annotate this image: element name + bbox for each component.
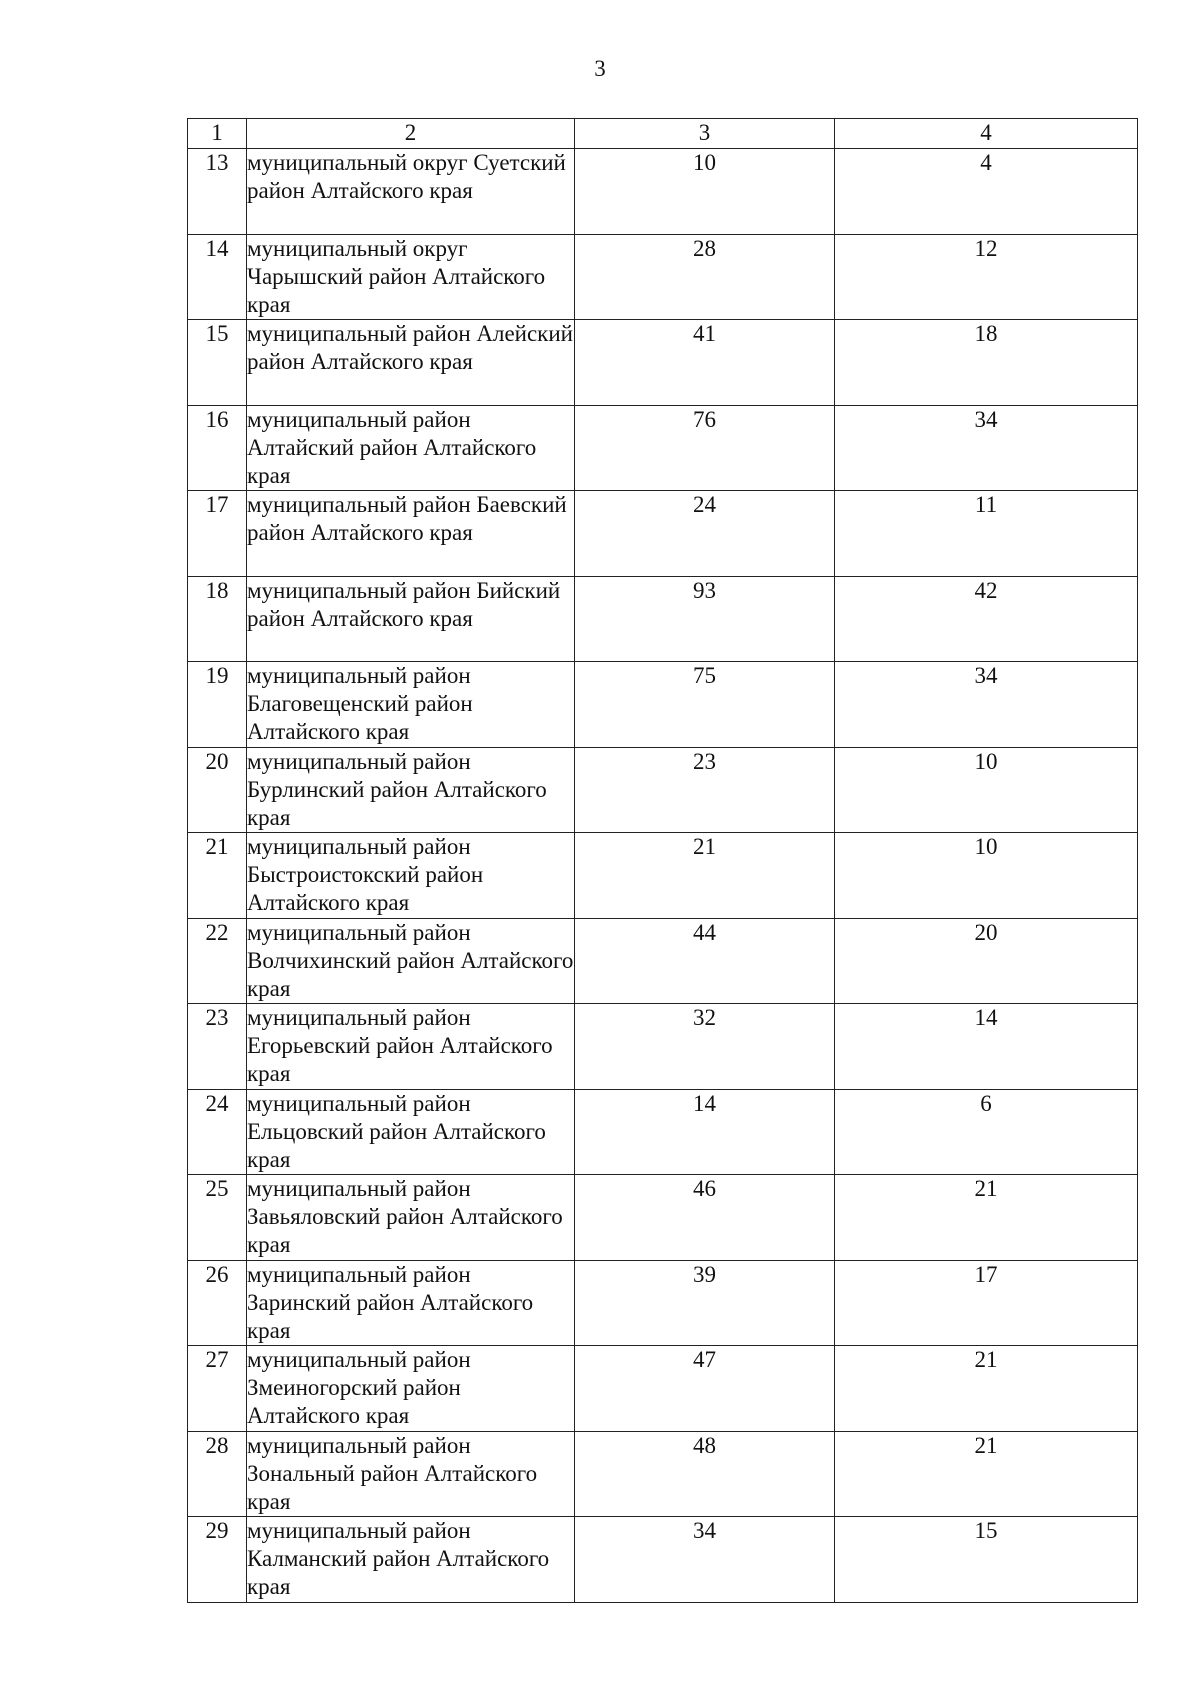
district-name-cell: муниципальный район Баевский район Алтайского края bbox=[247, 491, 575, 577]
district-name-cell: муниципальный округ Чарышский район Алтайского края bbox=[247, 234, 575, 320]
table-header bbox=[188, 119, 1138, 149]
column-4-value-cell: 21 bbox=[835, 1431, 1138, 1517]
column-4-value-cell: 11 bbox=[835, 491, 1138, 577]
district-name-cell: муниципальный район Алтайский район Алтайского края bbox=[247, 405, 575, 491]
row-number-cell: 19 bbox=[188, 662, 247, 748]
table-row bbox=[188, 320, 1138, 406]
column-4-value-cell: 21 bbox=[835, 1175, 1138, 1261]
column-4-value-cell: 10 bbox=[835, 833, 1138, 919]
table-row bbox=[188, 1004, 1138, 1090]
column-3-value-cell: 47 bbox=[575, 1346, 835, 1432]
column-3-value-cell: 24 bbox=[575, 491, 835, 577]
row-number-cell: 28 bbox=[188, 1431, 247, 1517]
row-number-cell: 15 bbox=[188, 320, 247, 406]
row-number-cell: 26 bbox=[188, 1260, 247, 1346]
table-row bbox=[188, 1517, 1138, 1603]
header-col-3: 3 bbox=[575, 119, 835, 149]
table-row bbox=[188, 747, 1138, 833]
district-name-cell: муниципальный район Зональный район Алтайского края bbox=[247, 1431, 575, 1517]
table-row bbox=[188, 1175, 1138, 1261]
column-3-value-cell: 32 bbox=[575, 1004, 835, 1090]
table-row bbox=[188, 662, 1138, 748]
column-3-value-cell: 41 bbox=[575, 320, 835, 406]
column-3-value-cell: 75 bbox=[575, 662, 835, 748]
column-3-value-cell: 10 bbox=[575, 149, 835, 235]
district-name-cell: муниципальный район Змеиногорский район Алтайского края bbox=[247, 1346, 575, 1432]
header-col-1: 1 bbox=[188, 119, 247, 149]
district-name-cell: муниципальный район Ельцовский район Алтайского края bbox=[247, 1089, 575, 1175]
header-row bbox=[188, 119, 1138, 149]
district-name-cell: муниципальный район Калманский район Алтайского края bbox=[247, 1517, 575, 1603]
row-number-cell: 27 bbox=[188, 1346, 247, 1432]
district-name-cell: муниципальный округ Суетский район Алтайского края bbox=[247, 149, 575, 235]
column-4-value-cell: 10 bbox=[835, 747, 1138, 833]
district-name-cell: муниципальный район Завьяловский район Алтайского края bbox=[247, 1175, 575, 1261]
row-number-cell: 22 bbox=[188, 918, 247, 1004]
row-number-cell: 29 bbox=[188, 1517, 247, 1603]
district-name-cell: муниципальный район Бурлинский район Алтайского края bbox=[247, 747, 575, 833]
column-4-value-cell: 12 bbox=[835, 234, 1138, 320]
table-row bbox=[188, 1431, 1138, 1517]
table-row bbox=[188, 234, 1138, 320]
district-name-cell: муниципальный район Бийский район Алтайского края bbox=[247, 576, 575, 662]
row-number-cell: 17 bbox=[188, 491, 247, 577]
row-number-cell: 14 bbox=[188, 234, 247, 320]
column-4-value-cell: 17 bbox=[835, 1260, 1138, 1346]
column-4-value-cell: 42 bbox=[835, 576, 1138, 662]
column-3-value-cell: 76 bbox=[575, 405, 835, 491]
table-row bbox=[188, 1089, 1138, 1175]
column-3-value-cell: 34 bbox=[575, 1517, 835, 1603]
table-row bbox=[188, 576, 1138, 662]
table-body bbox=[188, 149, 1138, 1603]
districts-table bbox=[187, 118, 1138, 1603]
header-col-2: 2 bbox=[247, 119, 575, 149]
row-number-cell: 21 bbox=[188, 833, 247, 919]
row-number-cell: 18 bbox=[188, 576, 247, 662]
column-4-value-cell: 21 bbox=[835, 1346, 1138, 1432]
column-3-value-cell: 46 bbox=[575, 1175, 835, 1261]
table-row bbox=[188, 918, 1138, 1004]
district-name-cell: муниципальный район Заринский район Алтайского края bbox=[247, 1260, 575, 1346]
column-3-value-cell: 48 bbox=[575, 1431, 835, 1517]
row-number-cell: 23 bbox=[188, 1004, 247, 1090]
table-row bbox=[188, 149, 1138, 235]
district-name-cell: муниципальный район Алейский район Алтайского края bbox=[247, 320, 575, 406]
column-3-value-cell: 23 bbox=[575, 747, 835, 833]
column-3-value-cell: 93 bbox=[575, 576, 835, 662]
district-name-cell: муниципальный район Егорьевский район Алтайского края bbox=[247, 1004, 575, 1090]
district-name-cell: муниципальный район Волчихинский район Алтайского края bbox=[247, 918, 575, 1004]
table-row bbox=[188, 833, 1138, 919]
row-number-cell: 24 bbox=[188, 1089, 247, 1175]
row-number-cell: 20 bbox=[188, 747, 247, 833]
column-3-value-cell: 44 bbox=[575, 918, 835, 1004]
district-name-cell: муниципальный район Благовещенский район Алтайского края bbox=[247, 662, 575, 748]
column-4-value-cell: 14 bbox=[835, 1004, 1138, 1090]
column-4-value-cell: 6 bbox=[835, 1089, 1138, 1175]
row-number-cell: 13 bbox=[188, 149, 247, 235]
row-number-cell: 25 bbox=[188, 1175, 247, 1261]
column-4-value-cell: 18 bbox=[835, 320, 1138, 406]
table-row bbox=[188, 1260, 1138, 1346]
column-4-value-cell: 34 bbox=[835, 662, 1138, 748]
column-3-value-cell: 14 bbox=[575, 1089, 835, 1175]
column-3-value-cell: 28 bbox=[575, 234, 835, 320]
table-row bbox=[188, 491, 1138, 577]
column-4-value-cell: 20 bbox=[835, 918, 1138, 1004]
page-number: 3 bbox=[594, 56, 606, 81]
column-4-value-cell: 15 bbox=[835, 1517, 1138, 1603]
header-col-4: 4 bbox=[835, 119, 1138, 149]
column-4-value-cell: 34 bbox=[835, 405, 1138, 491]
table-row bbox=[188, 1346, 1138, 1432]
district-name-cell: муниципальный район Быстроистокский район Алтайского края bbox=[247, 833, 575, 919]
table-row bbox=[188, 405, 1138, 491]
column-4-value-cell: 4 bbox=[835, 149, 1138, 235]
row-number-cell: 16 bbox=[188, 405, 247, 491]
column-3-value-cell: 21 bbox=[575, 833, 835, 919]
column-3-value-cell: 39 bbox=[575, 1260, 835, 1346]
